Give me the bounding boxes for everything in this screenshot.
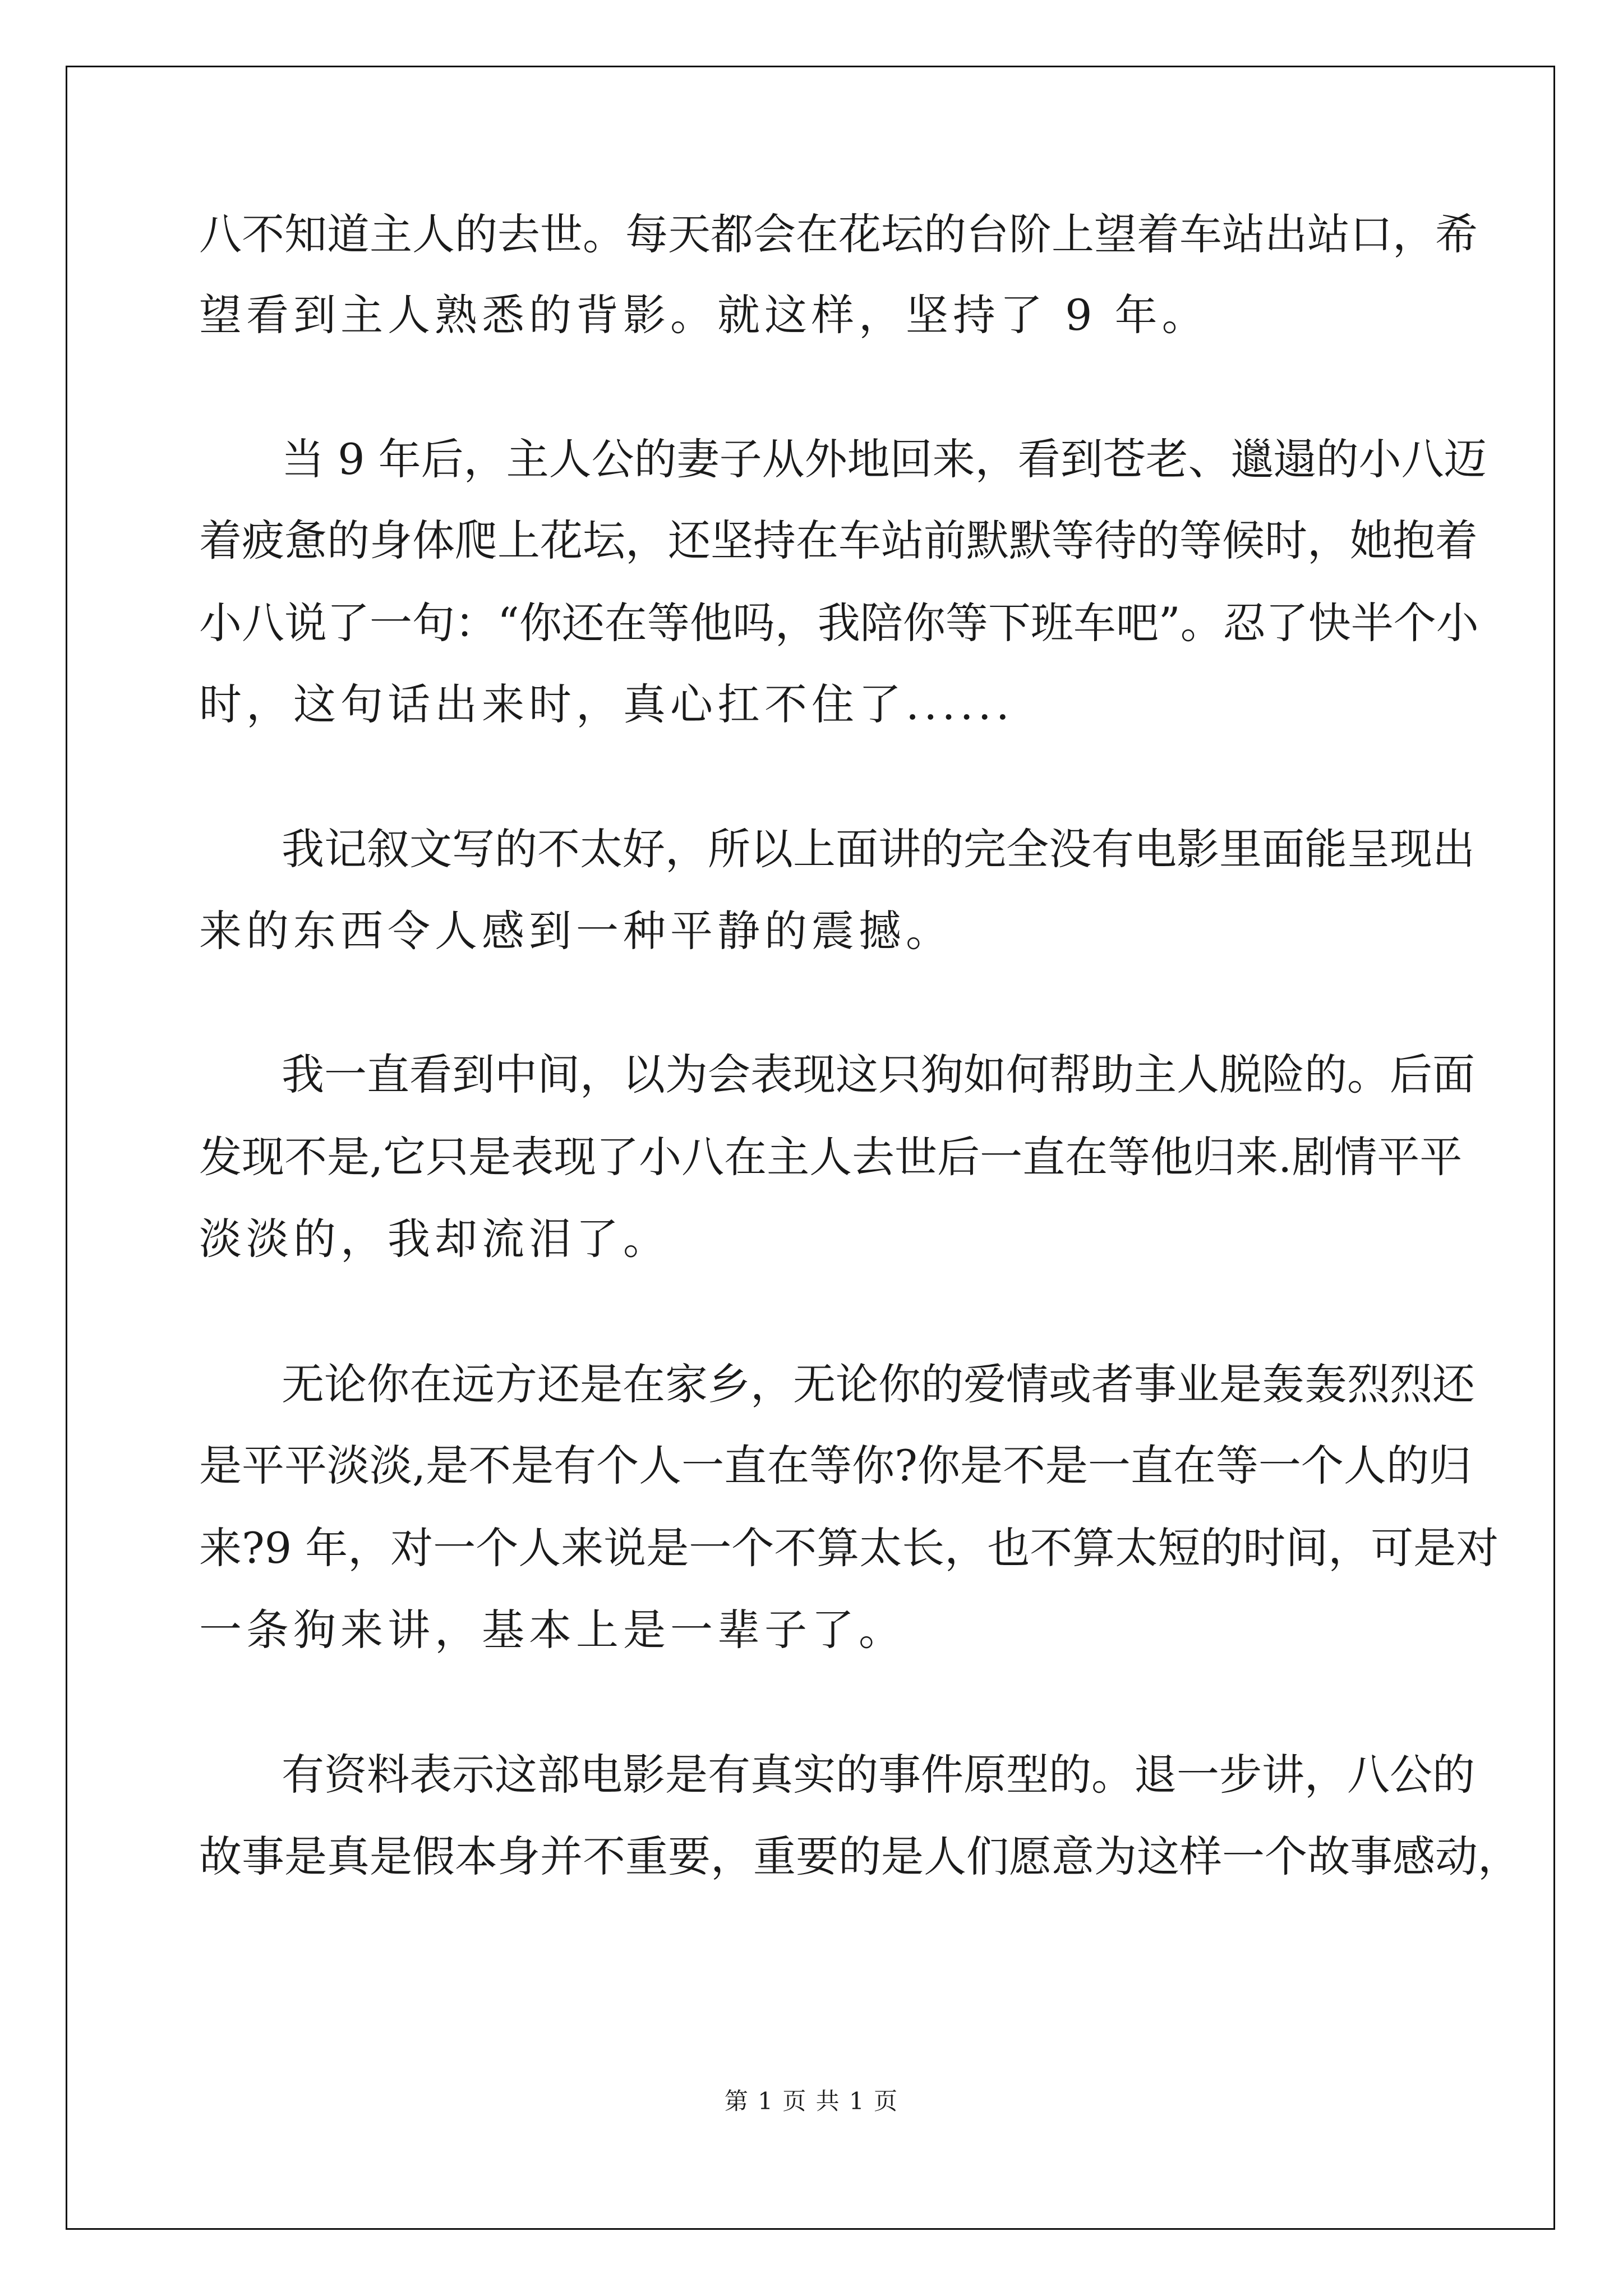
text-line: 小八说了一句：“你还在等他吗，我陪你等下班车吧”。忍了快半个小 xyxy=(199,598,1479,648)
text-line: 我一直看到中间，以为会表现这只狗如何帮助主人脱险的。后面 xyxy=(282,1050,1475,1099)
text-line: 是平平淡淡,是不是有个人一直在等你?你是不是一直在等一个人的归 xyxy=(199,1441,1472,1490)
text-line: 来?9 年，对一个人来说是一个不算太长，也不算太短的时间，可是对 xyxy=(199,1523,1499,1573)
text-line: 当 9 年后，主人公的妻子从外地回来，看到苍老、邋遢的小八迈 xyxy=(282,434,1487,484)
text-line: 淡淡的，我却流泪了。 xyxy=(199,1214,670,1264)
text-line: 着疲惫的身体爬上花坛，还坚持在车站前默默等待的等候时，她抱着 xyxy=(199,516,1478,565)
text-line: 无论你在远方还是在家乡，无论你的爱情或者事业是轰轰烈烈还 xyxy=(282,1359,1475,1409)
text-line: 一条狗来讲，基本上是一辈子了。 xyxy=(199,1605,906,1655)
text-line: 来的东西令人感到一种平静的震撼。 xyxy=(199,906,953,956)
text-line: 时，这句话出来时，真心扛不住了...... xyxy=(199,679,1014,729)
text-line: 发现不是,它只是表现了小八在主人去世后一直在等他归来.剧情平平 xyxy=(199,1132,1463,1182)
text-line: 故事是真是假本身并不重要，重要的是人们愿意为这样一个故事感动， xyxy=(199,1832,1520,1881)
text-line: 我记叙文写的不太好，所以上面讲的完全没有电影里面能呈现出 xyxy=(282,824,1475,874)
page-number-footer: 第 1 页 共 1 页 xyxy=(724,2087,899,2115)
text-line: 有资料表示这部电影是有真实的事件原型的。退一步讲，八公的 xyxy=(282,1750,1475,1800)
text-line: 八不知道主人的去世。每天都会在花坛的台阶上望着车站出站口，希 xyxy=(199,209,1478,259)
text-line: 望看到主人熟悉的背影。就这样，坚持了 9 年。 xyxy=(199,290,1209,340)
